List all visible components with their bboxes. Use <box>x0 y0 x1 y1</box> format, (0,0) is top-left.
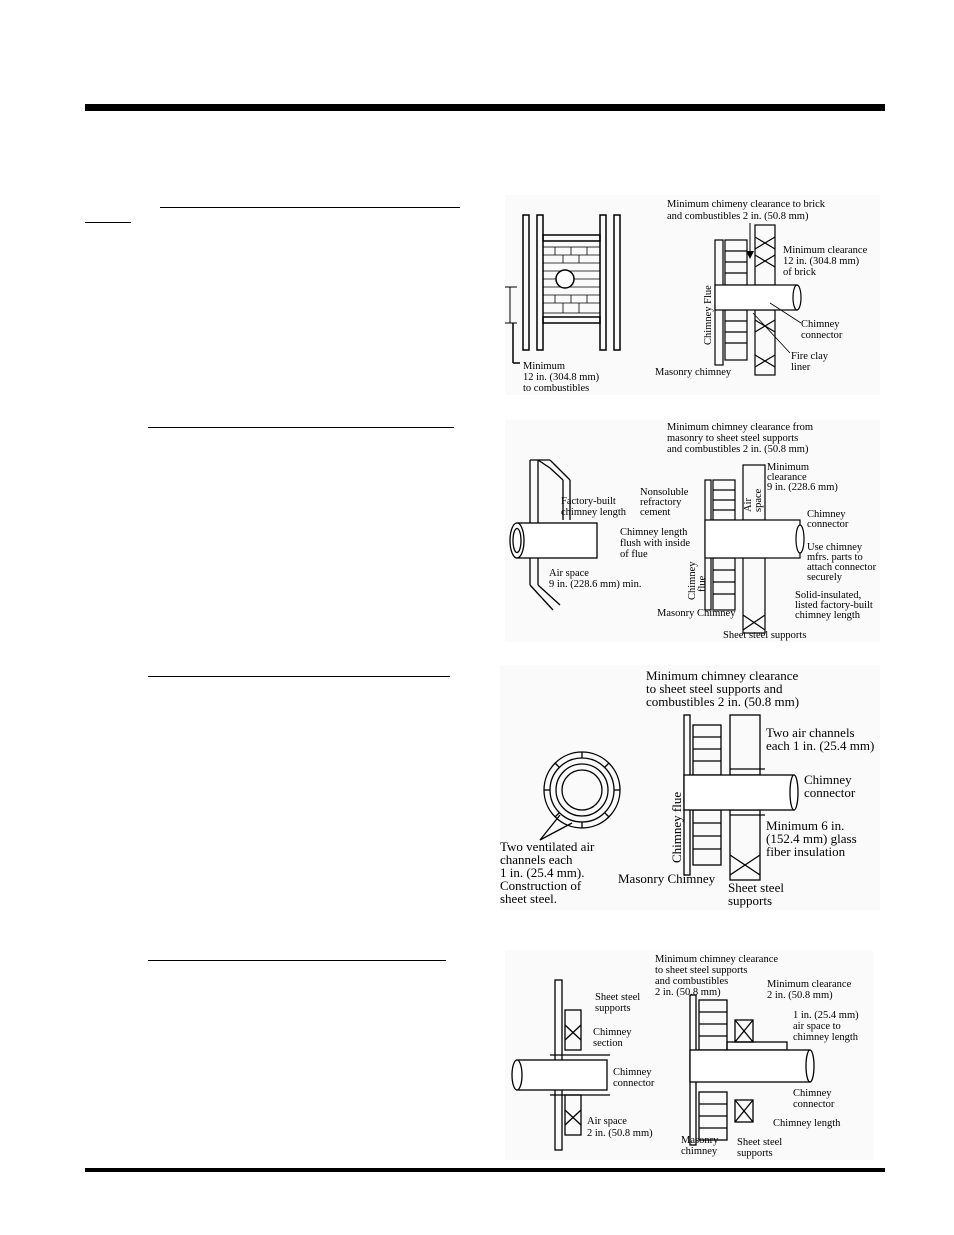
fig2-label-supports: Sheet steel supports <box>723 630 807 641</box>
fig1-label-min-clear-line3: of brick <box>783 267 816 278</box>
fig1-label-min-clear-line2: 12 in. (304.8 mm) <box>783 256 860 267</box>
fig2-label-solid-line2: listed factory-built <box>795 600 873 611</box>
fig2-label-air-space-v1: Air <box>743 498 754 512</box>
fig2-label-top-line1: Minimum chimney clearance from <box>667 422 814 433</box>
fig3-label-flue: Chimney flue <box>669 791 684 863</box>
fig3-label-insulation-line3: fiber insulation <box>766 844 846 859</box>
fig4-label-masonry-line1: Masonry <box>681 1135 719 1146</box>
fig2-label-connector-line2: connector <box>807 519 849 530</box>
fig4-label-min-clear-line2: 2 in. (50.8 mm) <box>767 990 833 1001</box>
fig4-label-supports-right-line2: supports <box>737 1148 773 1159</box>
fig1-label-min-line3: to combustibles <box>523 383 590 394</box>
fig1-label-top-line1: Minimum chimeny clearance to brick <box>667 199 826 210</box>
figure-1-svg <box>505 195 880 395</box>
fig4-label-top-line2: to sheet steel supports <box>655 965 748 976</box>
fig2-label-cement-line1: Nonsoluble <box>640 487 689 498</box>
fig1-label-top-line2: and combustibles 2 in. (50.8 mm) <box>667 211 809 222</box>
fig3-label-vent-line5: sheet steel. <box>500 891 558 906</box>
fig3-label-vent-line1: Two ventilated air <box>500 839 595 854</box>
fig4-label-section-line2: section <box>593 1038 623 1049</box>
fig3-label-supports-line1: Sheet steel <box>728 880 784 895</box>
fig2-label-flush-line2: flush with inside <box>620 538 690 549</box>
fig4-label-supports-left-line2: supports <box>595 1003 631 1014</box>
footer-rule <box>85 1168 885 1172</box>
fig2-label-connector-line1: Chimney <box>807 509 846 520</box>
fig4-label-min-clear-line1: Minimum clearance <box>767 979 852 990</box>
fig3-label-vent-line3: 1 in. (25.4 mm). <box>500 865 585 880</box>
fig2-label-min-clear-line2: clearance <box>767 472 807 483</box>
fig3-label-vent-line2: channels each <box>500 852 573 867</box>
fig4-label-connector-right-line2: connector <box>793 1099 835 1110</box>
fig1-label-min-line2: 12 in. (304.8 mm) <box>523 372 600 383</box>
figure-1-masonry-chimney <box>505 195 880 395</box>
fig2-label-masonry: Masonry Chimney <box>657 608 736 619</box>
fig2-label-parts-line4: securely <box>807 572 842 583</box>
fig3-label-channels-line2: each 1 in. (25.4 mm) <box>766 738 875 753</box>
fig1-label-masonry: Masonry chimney <box>655 367 732 378</box>
fig1-label-min-clear-line1: Minimum clearance <box>783 245 868 256</box>
fig2-label-min-clear-line1: Minimum <box>767 462 810 473</box>
fig4-label-air-line2: air space to <box>793 1021 841 1032</box>
fig2-label-air-space-v2: space <box>753 488 764 512</box>
fig1-label-liner-line2: liner <box>791 362 811 373</box>
fig4-label-supports-left-line1: Sheet steel <box>595 992 641 1003</box>
fig3-label-masonry: Masonry Chimney <box>618 871 716 886</box>
fig4-label-top-line1: Minimum chimney clearance <box>655 954 779 965</box>
figure-3-ventilated-thimble <box>500 665 880 910</box>
fig3-label-top-line2: to sheet steel supports and <box>646 681 783 696</box>
fig4-label-connector-right-line1: Chimney <box>793 1088 832 1099</box>
fig2-label-airspace-line2: 9 in. (228.6 mm) min. <box>549 579 642 590</box>
fig3-label-connector-line1: Chimney <box>804 772 852 787</box>
fig3-label-top-line1: Minimum chimney clearance <box>646 668 799 683</box>
section-underline-3 <box>148 676 450 677</box>
fig3-label-insulation-line2: (152.4 mm) glass <box>766 831 857 846</box>
fig2-label-parts-line2: mfrs. parts to <box>807 552 863 563</box>
fig2-label-solid-line1: Solid-insulated, <box>795 590 862 601</box>
fig2-label-min-clear-line3: 9 in. (228.6 mm) <box>767 482 838 493</box>
header-rule <box>85 104 885 111</box>
fig4-label-top-line4: 2 in. (50.8 mm) <box>655 987 721 998</box>
fig3-label-vent-line4: Construction of <box>500 878 582 893</box>
fig3-label-channels-line1: Two air channels <box>766 725 855 740</box>
fig2-label-flue-line1: Chimney <box>687 561 698 600</box>
section-underline-2 <box>148 427 454 428</box>
fig2-label-flue-line2: flue <box>697 575 708 592</box>
fig4-label-section-line1: Chimney <box>593 1027 632 1038</box>
fig4-label-masonry-line2: chimney <box>681 1146 718 1157</box>
figure-4-svg <box>505 950 873 1160</box>
fig1-label-min-line1: Minimum <box>523 361 566 372</box>
fig3-label-connector-line2: connector <box>804 785 856 800</box>
fig2-label-top-line3: and combustibles 2 in. (50.8 mm) <box>667 444 809 455</box>
fig4-label-connector-left-line1: Chimney <box>613 1067 652 1078</box>
fig2-label-factory-line1: Factory-built <box>561 496 616 507</box>
fig4-label-top-line3: and combustibles <box>655 976 729 987</box>
fig2-label-top-line2: masonry to sheet steel supports <box>667 433 799 444</box>
fig4-label-airspace-line2: 2 in. (50.8 mm) <box>587 1128 653 1139</box>
figure-2-svg <box>505 420 880 642</box>
fig4-label-connector-left-line2: connector <box>613 1078 655 1089</box>
fig1-label-connector-line2: connector <box>801 330 843 341</box>
fig1-label-liner-line1: Fire clay <box>791 351 829 362</box>
fig4-label-air-line3: chimney length <box>793 1032 859 1043</box>
fig2-label-airspace-line1: Air space <box>549 568 589 579</box>
fig2-label-flush-line3: of flue <box>620 549 648 560</box>
figure-3-svg <box>500 665 880 910</box>
fig2-label-factory-line2: chimney length <box>561 507 627 518</box>
fig2-label-flush-line1: Chimney length <box>620 527 688 538</box>
section-underline-4 <box>148 960 446 961</box>
fig1-label-flue: Chimney Flue <box>703 285 714 345</box>
figure-2-factory-built-chimney <box>505 420 880 642</box>
fig4-label-length: Chimney length <box>773 1118 841 1129</box>
fig3-label-top-line3: combustibles 2 in. (50.8 mm) <box>646 694 800 709</box>
fig1-label-connector-line1: Chimney <box>801 319 840 330</box>
fig4-label-supports-right-line1: Sheet steel <box>737 1137 783 1148</box>
fig2-label-cement-line2: refractory <box>640 497 682 508</box>
section-underline-1a <box>85 222 131 223</box>
fig3-label-insulation-line1: Minimum 6 in. <box>766 818 845 833</box>
section-underline-1b <box>160 207 460 208</box>
fig4-label-airspace-line1: Air space <box>587 1116 627 1127</box>
fig4-label-air-line1: 1 in. (25.4 mm) <box>793 1010 859 1021</box>
fig3-label-supports-line2: supports <box>728 893 773 908</box>
fig2-label-parts-line1: Use chimney <box>807 542 863 553</box>
fig2-label-cement-line3: cement <box>640 507 671 518</box>
fig2-label-parts-line3: attach connector <box>807 562 877 573</box>
figure-4-sheet-steel-supports <box>505 950 873 1160</box>
fig2-label-solid-line3: chimney length <box>795 610 861 621</box>
